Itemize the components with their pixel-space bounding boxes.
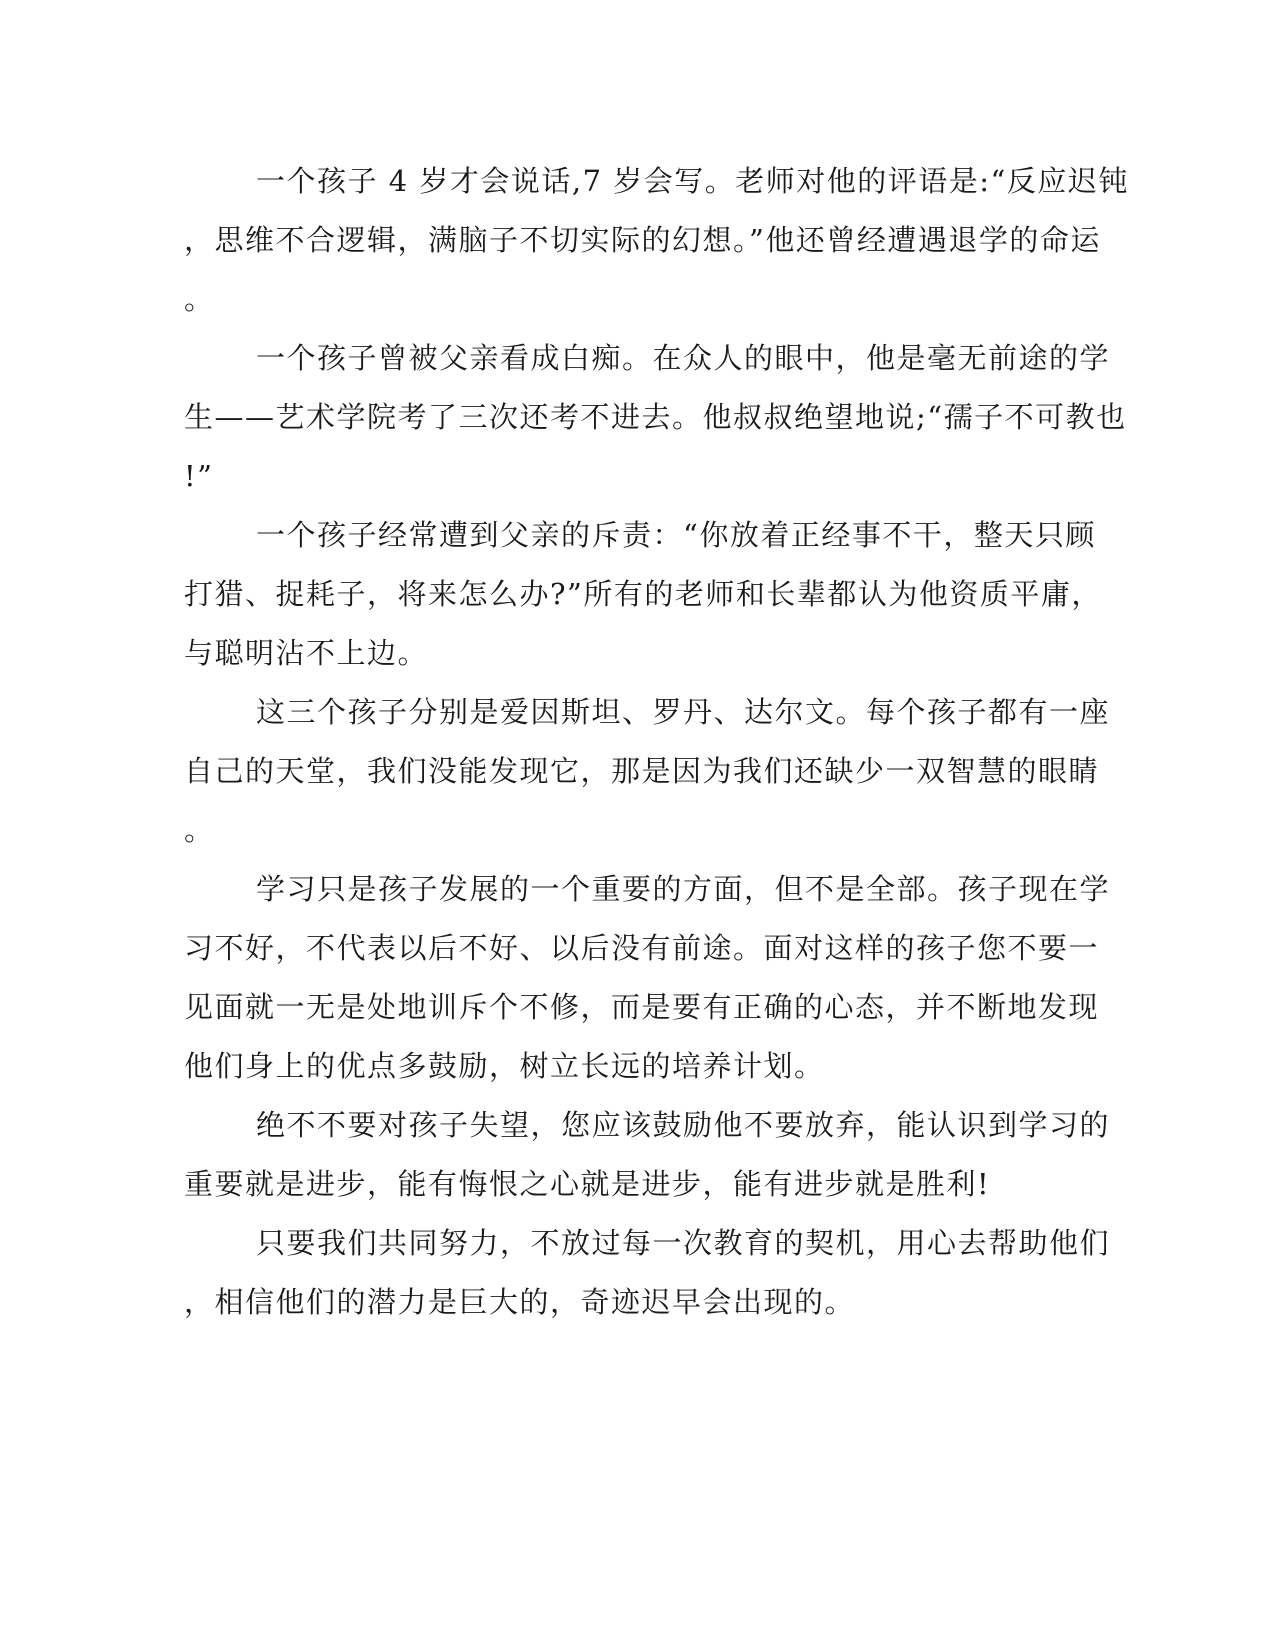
paragraph-4 — [184, 683, 1111, 860]
text-line: 他们身上的优点多鼓励，树立长远的培养计划。 — [184, 1049, 825, 1083]
text-line: 与聪明沾不上边。 — [184, 636, 429, 670]
paragraph-2 — [184, 329, 1127, 506]
paragraph-3 — [184, 506, 1102, 683]
text-line: 绝不不要对孩子失望，您应该鼓励他不要放弃，能认识到学习的 — [256, 1108, 1111, 1142]
document-body — [184, 152, 1129, 1332]
text-line: 习不好，不代表以后不好、以后没有前途。面对这样的孩子您不要一 — [184, 931, 1100, 965]
text-line: 一个孩子经常遭到父亲的斥责：“你放着正经事不干，整天只顾 — [256, 518, 1096, 552]
text-line: ，思维不合逻辑，满脑子不切实际的幻想。”他还曾经遭遇退学的命运 — [184, 223, 1101, 257]
text-line: 。 — [184, 813, 215, 847]
text-line: 这三个孩子分别是爱因斯坦、罗丹、达尔文。每个孩子都有一座 — [256, 695, 1111, 729]
text-line: 一个孩子 4 岁才会说话,7 岁会写。老师对他的评语是:“反应迟钝 — [256, 164, 1129, 198]
text-line: 一个孩子曾被父亲看成白痴。在众人的眼中，他是毫无前途的学 — [256, 341, 1111, 375]
text-line: 见面就一无是处地训斥个不修，而是要有正确的心态，并不断地发现 — [184, 990, 1100, 1024]
paragraph-6 — [184, 1096, 1111, 1214]
text-line: 只要我们共同努力，不放过每一次教育的契机，用心去帮助他们 — [256, 1226, 1111, 1260]
paragraph-7 — [184, 1214, 1111, 1332]
text-line: 。 — [184, 282, 215, 316]
text-line: 重要就是进步，能有悔恨之心就是进步，能有进步就是胜利! — [184, 1167, 991, 1201]
text-line: 打猎、捉耗子，将来怎么办?”所有的老师和长辈都认为他资质平庸， — [184, 577, 1102, 611]
text-line: 自己的天堂，我们没能发现它，那是因为我们还缺少一双智慧的眼睛 — [184, 754, 1100, 788]
text-line: 生——艺术学院考了三次还考不进去。他叔叔绝望地说;“孺子不可教也 — [184, 400, 1127, 434]
paragraph-5 — [184, 860, 1111, 1096]
text-line: !” — [184, 459, 214, 493]
text-line: ，相信他们的潜力是巨大的，奇迹迟早会出现的。 — [184, 1285, 856, 1319]
text-line: 学习只是孩子发展的一个重要的方面，但不是全部。孩子现在学 — [256, 872, 1111, 906]
paragraph-1 — [184, 152, 1129, 329]
